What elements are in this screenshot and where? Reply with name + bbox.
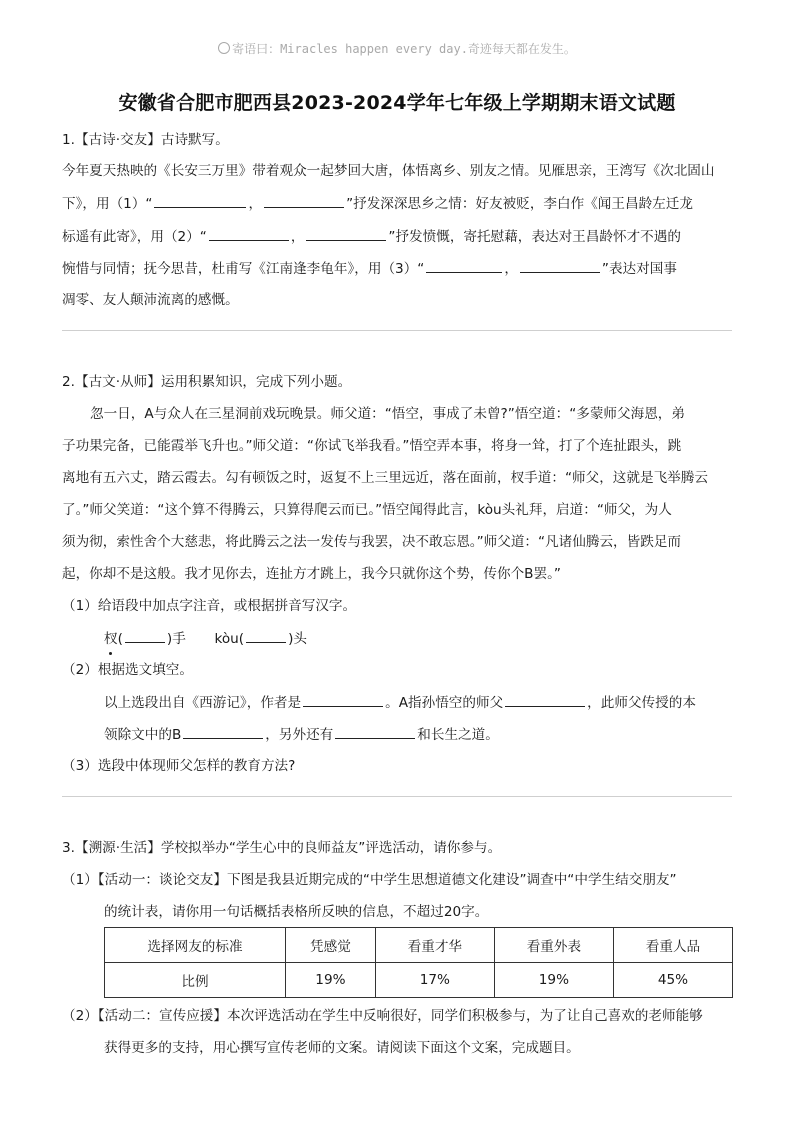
page-title: 安徽省合肥市肥西县2023-2024学年七年级上学期期末语文试题 [118,92,676,114]
q3-sub1-line-1: （1）【活动一：谈论交友】下图是我县近期完成的“中学生思想道德文化建设”调查中“中学生结交朋友” [62,872,677,888]
q1-line-5: 凋零、友人颠沛流离的感慨。 [62,292,239,308]
q3-sub1-line-2: 的统计表，请你用一句话概括表格所反映的信息，不超过20字。 [104,904,489,920]
table-cell: 看重才华 [375,928,494,963]
q1-line-4: 惋惜与同情；抚今思昔，杜甫写《江南逢李龟年》，用（3）“ ， ”表达对国事 [62,258,677,279]
q2-heading: 2.【古文·从师】运用积累知识，完成下列小题。 [62,374,352,390]
table-cell: 凭感觉 [286,928,376,963]
q2-sub2-line-2: 领除文中的B ，另外还有 和长生之道。 [104,724,499,745]
motto-header: 寄语曰：Miracles happen every day.奇迹每天都在发生。 [0,40,794,57]
survey-table [104,927,733,998]
q2-subquestion-2: （2）根据选文填空。 [62,662,193,678]
table-cell: 比例 [105,963,286,998]
q1-line-3: 标遥有此寄》，用（2）“ ， ”抒发愤慨，寄托慰藉，表达对王昌龄怀才不遇的 [62,226,681,247]
answer-blank-author[interactable] [303,692,383,707]
answer-blank-pinyin[interactable] [125,628,165,643]
q2-subquestion-1: （1）给语段中加点字注音，或根据拼音写汉字。 [62,598,357,614]
q2-passage-line-5: 须为彻，索性舍个大慈悲，将此腾云之法一发传与我罢，决不敢忘恩。”师父道：“凡诸仙腾云，皆跌足而 [62,534,682,550]
q2-passage-line-2: 子功果完备，已能霞举飞升也。”师父道：“你试飞举我看。”悟空弄本事，将身一耸，打了个连扯跟头，跳 [62,438,682,454]
q2-passage-line-3: 离地有五六丈，踏云霞去。勾有顿饭之时，返复不上三里远近，落在面前，杈手道：“师父，这就是飞举腾云 [62,470,708,486]
table-row [105,963,733,998]
answer-blank-master[interactable] [505,692,585,707]
answer-blank-skill-other[interactable] [335,724,415,739]
section-divider [62,330,732,331]
table-cell: 看重外表 [494,928,613,963]
q1-heading: 1.【古诗·交友】古诗默写。 [62,132,229,148]
table-cell: 17% [375,963,494,998]
q3-heading: 3.【溯源·生活】学校拟举办“学生心中的良师益友”评选活动，请你参与。 [62,840,502,856]
q2-sub2-line-1: 以上选段出自《西游记》，作者是 。A指孙悟空的师父 ，此师父传授的本 [104,692,696,713]
answer-blank-1b[interactable] [264,193,344,208]
table-cell: 选择网友的标准 [105,928,286,963]
answer-blank-2a[interactable] [209,226,289,241]
smiley-icon [218,42,230,54]
answer-blank-skill-b[interactable] [183,724,263,739]
q1-line-1: 今年夏天热映的《长安三万里》带着观众一起梦回大唐，体悟离乡、别友之情。见雁思亲，王湾写《次北固山 [62,163,715,179]
emphasis-dot-char: 杈 [104,631,118,647]
answer-blank-3a[interactable] [426,258,502,273]
table-cell: 45% [613,963,732,998]
q3-sub2-line-2: 获得更多的支持，用心撰写宣传老师的文案。请阅读下面这个文案，完成题目。 [104,1040,580,1056]
answer-blank-hanzi[interactable] [246,628,286,643]
answer-blank-2b[interactable] [306,226,386,241]
q2-subquestion-3: （3）选段中体现师父怎样的教育方法? [62,758,296,774]
table-cell: 19% [286,963,376,998]
answer-blank-3b[interactable] [520,258,600,273]
table-header-row [105,928,733,963]
q2-passage-line-6: 起，你却不是这般。我才见你去，连扯方才跳上，我今只就你这个势，传你个B罢。” [62,566,561,582]
q1-line-2: 下》，用（1）“ ， ”抒发深深思乡之情：好友被贬，李白作《闻王昌龄左迁龙 [62,193,693,214]
table-cell: 19% [494,963,613,998]
answer-blank-1a[interactable] [154,193,246,208]
section-divider [62,796,732,797]
q3-sub2-line-1: （2）【活动二：宣传应援】本次评选活动在学生中反响很好，同学们积极参与，为了让自己喜欢的老师能够 [62,1008,703,1024]
table-cell: 看重人品 [613,928,732,963]
q2-passage-line-4: 了。”师父笑道：“这个算不得腾云，只算得爬云而已。”悟空闻得此言，kòu头礼拜，启道：“师父，为人 [62,502,672,518]
q2-sub1-answers: 杈( )手 kòu( )头 [104,628,307,649]
q2-passage-line-1: 忽一日，A与众人在三星洞前戏玩晚景。师父道：“悟空，事成了未曾?”悟空道：“多蒙师父海恩，弟 [90,406,685,422]
